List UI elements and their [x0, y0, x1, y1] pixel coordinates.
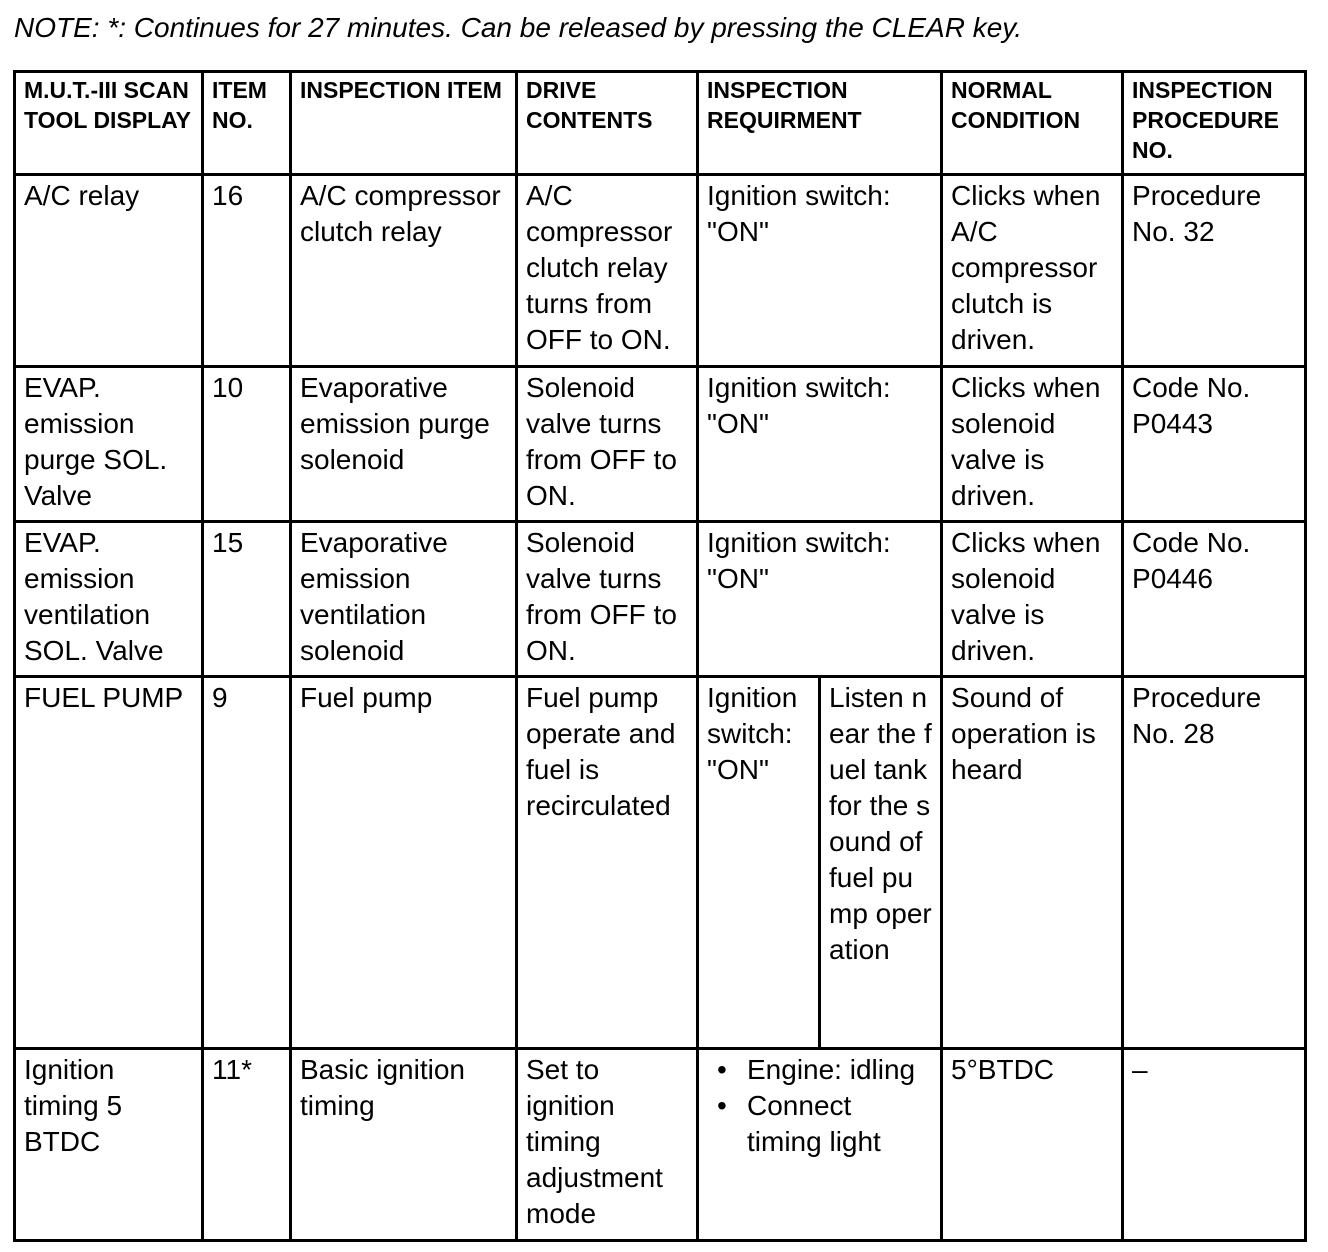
cell-inspection-item: Basic ignition timing [291, 1049, 517, 1241]
table-row [15, 367, 1306, 522]
actuator-test-table [13, 70, 1307, 1242]
header-row [15, 72, 1306, 175]
cell-inspection-item: A/C compressor clutch relay [291, 175, 517, 367]
cell-drive-contents: Solenoid valve turns from OFF to ON. [517, 367, 698, 522]
cell-item-no: 15 [203, 522, 291, 677]
header-display: M.U.T.-III SCAN TOOL DISPLAY [15, 72, 203, 175]
table-row [15, 175, 1306, 367]
cell-display: A/C relay [15, 175, 203, 367]
cell-procedure-no: Procedure No. 28 [1123, 677, 1306, 1049]
cell-normal-condition: Clicks when A/C compressor clutch is driven. [942, 175, 1123, 367]
table-row [15, 1049, 1306, 1241]
header-item-no: ITEM NO. [203, 72, 291, 175]
cell-normal-condition: 5°BTDC [942, 1049, 1123, 1241]
cell-normal-condition: Clicks when solenoid valve is driven. [942, 522, 1123, 677]
note-text: NOTE: *: Continues for 27 minutes. Can be released by pressing the CLEAR key. [14, 12, 1022, 43]
cell-requirement-extra: Listen near the fuel tank for the sound of fuel pump operation [820, 677, 942, 1049]
cell-display: Ignition timing 5 BTDC [15, 1049, 203, 1241]
cell-procedure-no: – [1123, 1049, 1306, 1241]
list-item: • Engine: idling [707, 1052, 932, 1088]
cell-display: EVAP. emission ventilation SOL. Valve [15, 522, 203, 677]
cell-drive-contents: Fuel pump operate and fuel is recirculated [517, 677, 698, 1049]
header-procedure-no: INSPECTION PROCEDURE NO. [1123, 72, 1306, 175]
header-inspection-requirement: INSPECTION REQUIRMENT [698, 72, 942, 175]
cell-item-no: 11* [203, 1049, 291, 1241]
header-normal-condition: NORMAL CONDITION [942, 72, 1123, 175]
requirement-bullet-list [707, 1052, 932, 1160]
cell-requirement: Ignition switch: "ON" [698, 367, 942, 522]
cell-item-no: 16 [203, 175, 291, 367]
cell-normal-condition: Sound of operation is heard [942, 677, 1123, 1049]
cell-display: FUEL PUMP [15, 677, 203, 1049]
list-item: • Connect timing light [707, 1088, 932, 1160]
cell-procedure-no: Code No. P0446 [1123, 522, 1306, 677]
cell-item-no: 10 [203, 367, 291, 522]
cell-drive-contents: A/C compressor clutch relay turns from OFF to ON. [517, 175, 698, 367]
table-row [15, 677, 1306, 1049]
cell-normal-condition: Clicks when solenoid valve is driven. [942, 367, 1123, 522]
table-row [15, 522, 1306, 677]
cell-requirement [698, 1049, 942, 1241]
cell-procedure-no: Procedure No. 32 [1123, 175, 1306, 367]
cell-drive-contents: Set to ignition timing adjustment mode [517, 1049, 698, 1241]
cell-inspection-item: Fuel pump [291, 677, 517, 1049]
cell-requirement: Ignition switch: "ON" [698, 677, 820, 1049]
cell-drive-contents: Solenoid valve turns from OFF to ON. [517, 522, 698, 677]
cell-requirement: Ignition switch: "ON" [698, 522, 942, 677]
cell-item-no: 9 [203, 677, 291, 1049]
header-inspection-item: INSPECTION ITEM [291, 72, 517, 175]
cell-display: EVAP. emission purge SOL. Valve [15, 367, 203, 522]
cell-requirement: Ignition switch: "ON" [698, 175, 942, 367]
header-drive-contents: DRIVE CONTENTS [517, 72, 698, 175]
cell-inspection-item: Evaporative emission purge solenoid [291, 367, 517, 522]
cell-inspection-item: Evaporative emission ventilation solenoid [291, 522, 517, 677]
cell-procedure-no: Code No. P0443 [1123, 367, 1306, 522]
